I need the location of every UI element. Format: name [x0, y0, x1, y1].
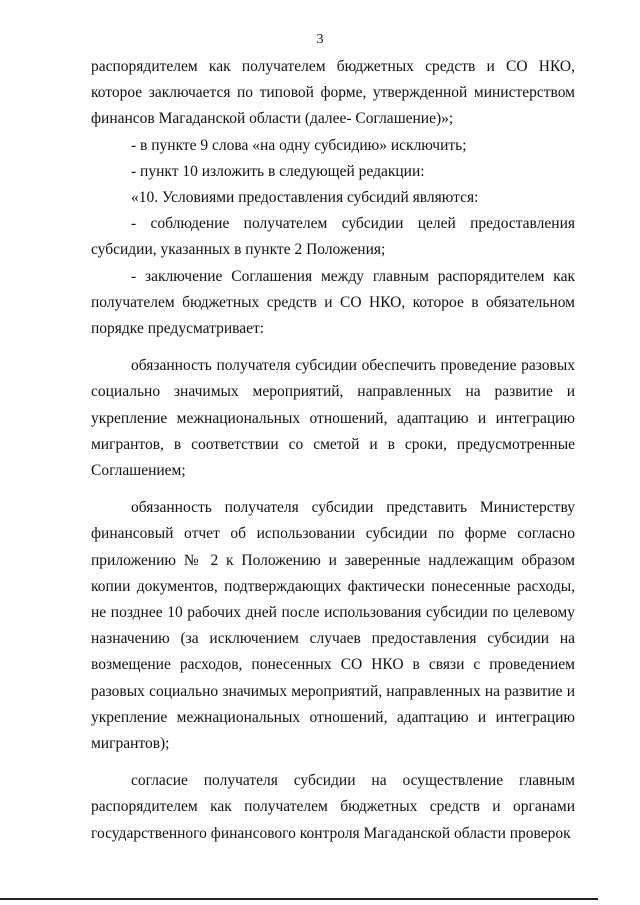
page-number: 3	[316, 32, 324, 47]
bottom-rule	[0, 898, 598, 900]
paragraph-condition-purposes: - соблюдение получателем субсидии целей предоставления субсидии, указанных в пункте 2 Положения;	[91, 215, 575, 259]
paragraph-item-10-intro: - пункт 10 изложить в следующей редакции:	[131, 162, 425, 180]
paragraph-agreement-continuation: распорядителем как получателем бюджетных средств и СО НКО, которое заключается по типовой форме, утвержденной министерством финансов Магаданской области (далее- Соглашение)»;	[91, 58, 575, 128]
paragraph-obligation-report: обязанность получателя субсидии представить Министерству финансовый отчет об использовании субсидии по форме согласно приложению № 2 к Положению и заверенные надлежащим образом копии документов, подтверждающих фактически понесенные расходы, не позднее 10 рабочих дней после использования субсидии по целевому назначению (за исключением случаев предоставления субсидии на возмещение расходов, понесенных СО НКО в связи с проведением разовых социально значимых мероприятий, направленных на развитие и укрепление межнациональных отношений, адаптацию и интеграцию мигрантов);	[91, 499, 575, 753]
paragraph-item-9: - в пункте 9 слова «на одну субсидию» исключить;	[131, 136, 467, 154]
document-body	[91, 54, 575, 847]
paragraph-obligation-events: обязанность получателя субсидии обеспечить проведение разовых социально значимых мероприятий, направленных на развитие и укрепление межнациональных отношений, адаптацию и интеграцию мигрантов, в соответствии со сметой и в сроки, предусмотренные Соглашением;	[91, 357, 575, 480]
paragraph-consent-inspections: согласие получателя субсидии на осуществление главным распорядителем как получателем бюджетных средств и органами государственного финансового контроля Магаданской области проверок	[91, 772, 575, 842]
paragraph-conditions-heading: «10. Условиями предоставления субсидий являются:	[131, 189, 479, 207]
paragraph-condition-agreement: - заключение Соглашения между главным распорядителем как получателем бюджетных средств и СО НКО, которое в обязательном порядке предусматривает:	[91, 267, 575, 338]
